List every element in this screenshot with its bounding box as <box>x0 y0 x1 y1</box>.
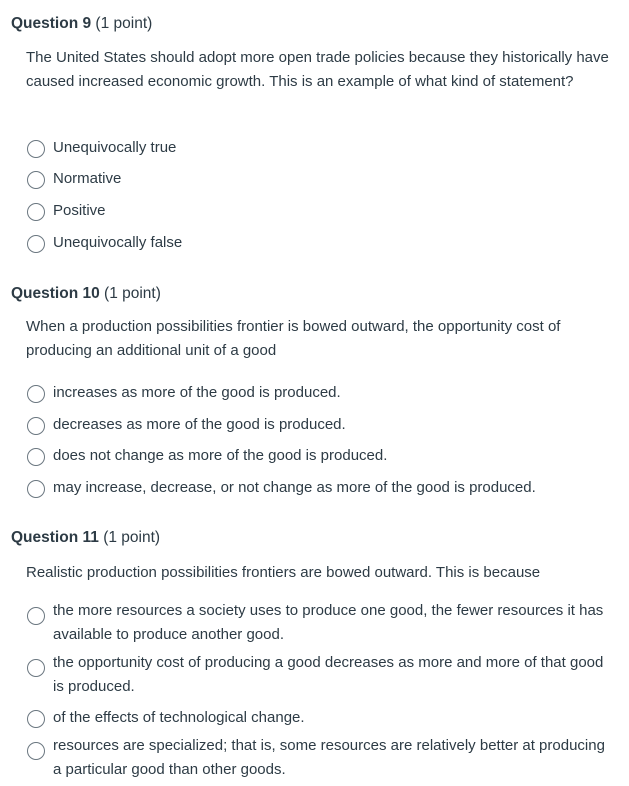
question-text: When a production possibilities frontier is bowed outward, the opportunity cost of producing an additional unit of a good <box>26 318 561 359</box>
radio-button[interactable] <box>27 417 45 435</box>
question-header <box>11 528 160 548</box>
radio-button[interactable] <box>27 448 45 466</box>
radio-button[interactable] <box>27 235 45 253</box>
radio-button[interactable] <box>27 607 45 625</box>
radio-button[interactable] <box>27 480 45 498</box>
answer-label[interactable]: increases as more of the good is produced. <box>53 384 341 401</box>
answer-label[interactable]: does not change as more of the good is produced. <box>53 447 388 464</box>
question-text: Realistic production possibilities frontiers are bowed outward. This is because <box>26 564 541 581</box>
radio-button[interactable] <box>27 659 45 677</box>
radio-button[interactable] <box>27 140 45 158</box>
answer-label[interactable]: Positive <box>53 202 106 219</box>
question-title: Question 9 <box>11 15 92 32</box>
answer-label[interactable]: may increase, decrease, or not change as more of the good is produced. <box>53 479 536 496</box>
radio-button[interactable] <box>27 203 45 221</box>
answer-label[interactable]: of the effects of technological change. <box>53 709 305 726</box>
answer-label[interactable]: Unequivocally false <box>53 234 183 251</box>
question-points: (1 point) <box>95 15 153 32</box>
radio-button[interactable] <box>27 385 45 403</box>
question-header <box>11 14 152 34</box>
answer-label[interactable]: the opportunity cost of producing a good decreases as more and more of that good is produced. <box>53 654 604 695</box>
radio-button[interactable] <box>27 171 45 189</box>
radio-button[interactable] <box>27 742 45 760</box>
question-text: The United States should adopt more open trade policies because they historically have caused increased economic growth. This is an example of what kind of statement? <box>26 49 609 90</box>
question-title: Question 10 <box>11 285 100 302</box>
question-header <box>11 284 161 304</box>
answer-label[interactable]: Normative <box>53 170 122 187</box>
question-title: Question 11 <box>11 529 99 546</box>
answer-label[interactable]: decreases as more of the good is produced. <box>53 416 346 433</box>
answer-label[interactable]: Unequivocally true <box>53 139 177 156</box>
question-points: (1 point) <box>103 529 161 546</box>
answer-label[interactable]: the more resources a society uses to produce one good, the fewer resources it has available to produce another good. <box>53 602 604 643</box>
radio-button[interactable] <box>27 710 45 728</box>
question-points: (1 point) <box>104 285 161 302</box>
answer-label[interactable]: resources are specialized; that is, some resources are relatively better at producing a particular good than other goods. <box>53 737 605 778</box>
